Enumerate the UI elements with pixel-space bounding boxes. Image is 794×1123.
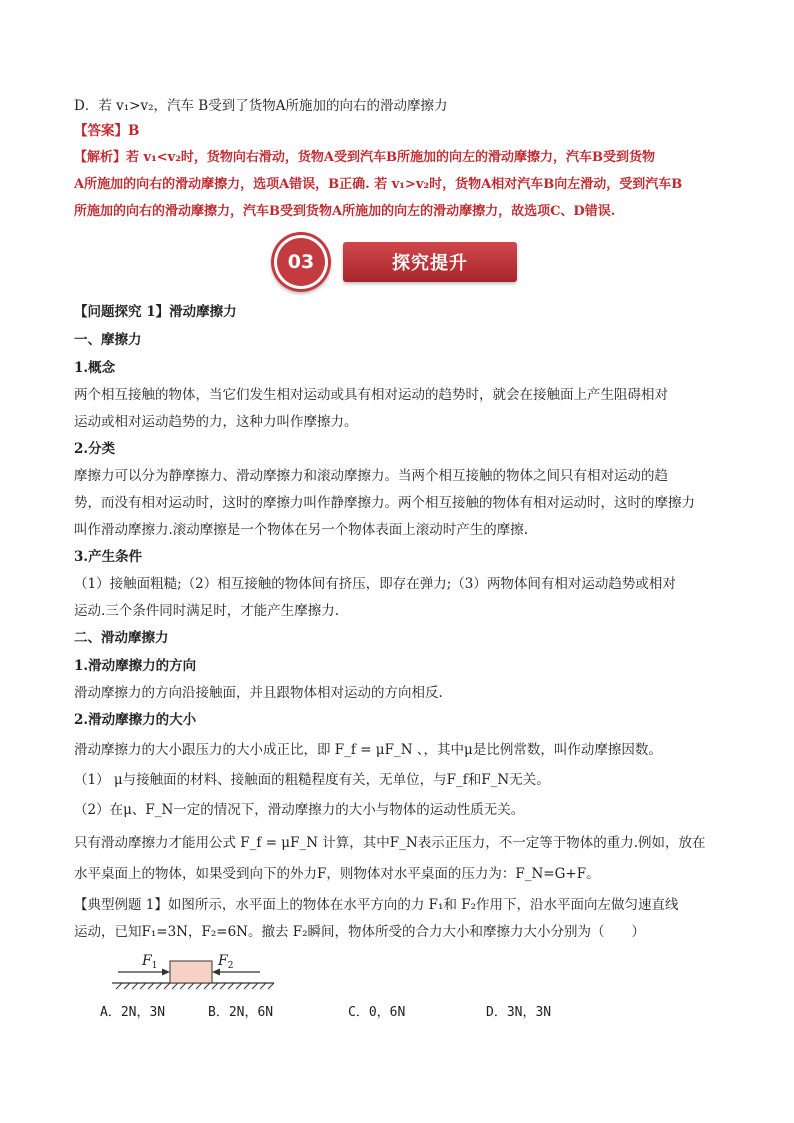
option-d-choice[interactable]: D．3N，3N [486,1005,552,1020]
subheading-direction: 1.滑动摩擦力的方向 [74,658,197,674]
answer-line [74,121,724,141]
option-c[interactable]: C．0，6N [348,1005,406,1020]
option-a[interactable]: A．2N，3N [100,1005,166,1020]
subheading-classification: 2.分类 [74,441,116,457]
paragraph: 滑动摩擦力的方向沿接触面，并且跟物体相对运动的方向相反. [74,685,443,701]
paragraph: 摩擦力可以分为静摩擦力、滑动摩擦力和滚动摩擦力。当两个相互接触的物体之间只有相对运动的趋 [74,468,668,484]
analysis-line-2: A所施加的向右的滑动摩擦力，选项A错误，B正确. 若 v₁>v₂时，货物A相对汽车B向左滑动，受到汽车B [74,177,683,192]
heading-friction: 一、摩擦力 [74,332,142,348]
heading-sliding-friction: 二、滑动摩擦力 [74,630,169,646]
section-title: 探究提升 [343,242,517,282]
force-arrow-f2 [212,969,260,976]
paragraph: 势，而没有相对运动时，这时的摩擦力叫作静摩擦力。两个相互接触的物体有相对运动时，这时的摩擦力 [74,495,695,511]
analysis-line-3: 所施加的向右的滑动摩擦力，汽车B受到货物A所施加的向左的滑动摩擦力，故选项C、D错误. [74,204,616,219]
problem-title: 【问题探究 1】滑动摩擦力 [74,304,237,320]
section-number-badge [271,232,331,292]
paragraph: 叫作滑动摩擦力.滚动摩擦是一个物体在另一个物体表面上滚动时产生的摩擦. [74,522,529,538]
paragraph: 运动或相对运动趋势的力，这种力叫作摩擦力。 [74,414,358,430]
subheading-conditions: 3.产生条件 [74,549,143,565]
block [170,961,212,983]
paragraph: 水平桌面上的物体，如果受到向下的外力F，则物体对水平桌面的压力为：F_N=G+F。 [74,866,600,882]
answer-value: B [128,123,140,139]
answer-label: 【答案】 [74,123,128,139]
label-f1: $F_1$ [142,953,158,971]
example-question-cont: 运动，已知F₁=3N，F₂=6N。撤去 F₂瞬间，物体所受的合力大小和摩擦力大小分别为（ ） [74,924,646,940]
paragraph: （2）在μ、F_N一定的情况下，滑动摩擦力的大小与物体的运动性质无关。 [74,802,525,818]
ground [112,983,274,989]
section-banner [271,232,521,292]
force-diagram [112,947,282,997]
analysis-line-1: 【解析】若 v₁<v₂时，货物向右滑动，货物A受到汽车B所施加的向左的滑动摩擦力，汽车B受到货物 [74,150,655,165]
paragraph: 两个相互接触的物体，当它们发生相对运动或具有相对运动的趋势时，就会在接触面上产生阻碍相对 [74,387,668,403]
paragraph: 只有滑动摩擦力才能用公式 F_f = μF_N 计算，其中F_N表示正压力，不一定等于物体的重力.例如，放在 [74,835,706,851]
option-d: D．若 v₁>v₂，汽车 B受到了货物A所施加的向右的滑动摩擦力 [74,98,448,114]
section-number: 03 [277,238,325,286]
example-question: 【典型例题 1】如图所示，水平面上的物体在水平方向的力 F₁和 F₂作用下，沿水平面向左做匀速直线 [74,897,679,913]
subheading-magnitude: 2.滑动摩擦力的大小 [74,712,197,728]
label-f2: $F_2$ [218,953,234,971]
subheading-concept: 1.概念 [74,360,116,376]
option-b[interactable]: B．2N，6N [208,1005,274,1020]
formula-paragraph: 滑动摩擦力的大小跟压力的大小成正比，即 F_f = μF_N 、，其中μ是比例常数，叫作动摩擦因数。 [74,742,662,758]
force-arrow-f1 [118,969,170,976]
paragraph: 运动.三个条件同时满足时，才能产生摩擦力. [74,603,340,619]
paragraph: （1） μ与接触面的材料、接触面的粗糙程度有关，无单位，与F_f和F_N无关。 [74,772,550,788]
paragraph: （1）接触面粗糙;（2）相互接触的物体间有挤压，即存在弹力;（3）两物体间有相对运动趋势或相对 [74,576,676,592]
